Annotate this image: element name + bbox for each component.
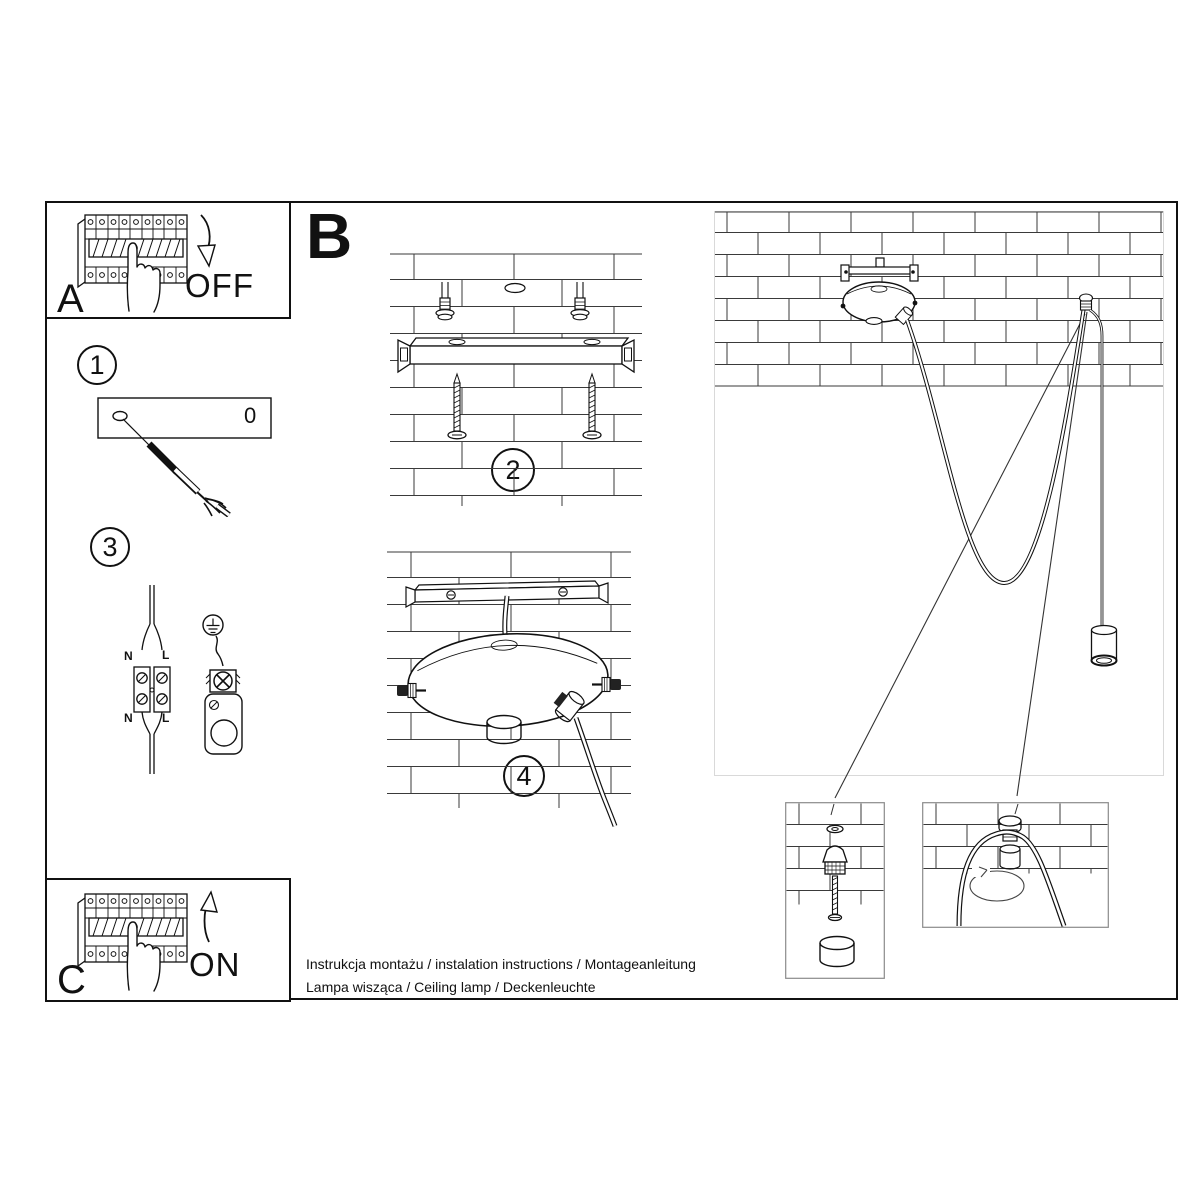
wire-label-l-top: L: [162, 648, 170, 662]
curved-arrow-up-icon: [201, 892, 217, 942]
ground-wire: [216, 636, 223, 666]
step4-canopy-illustration: [385, 550, 633, 830]
washer: [827, 825, 843, 832]
step-1-badge: 1: [77, 345, 117, 385]
wire-label-n-bottom: N: [124, 711, 133, 725]
panel-a-label: A: [57, 277, 84, 321]
power-off-label: OFF: [185, 267, 254, 304]
step-3-badge: 3: [90, 527, 130, 567]
step1-plate-cable-illustration: [95, 392, 285, 517]
breaker-panel-illustration: [78, 894, 187, 991]
supply-cable: [142, 585, 162, 650]
panel-a-box: [45, 201, 291, 319]
wire-label-n-top: N: [124, 649, 133, 663]
step2-bracket-illustration: [388, 252, 644, 508]
lamp-holder-bracket: [205, 694, 242, 754]
brick-wall: [715, 212, 1163, 386]
wire-label-l-bottom: L: [162, 711, 170, 725]
lamp-socket: [1092, 626, 1117, 666]
power-on-label: ON: [189, 946, 241, 983]
ground-clamp: [206, 670, 240, 692]
plate-marking: 0: [244, 403, 257, 428]
panel-c-box: [45, 878, 291, 1002]
panel-c-label: C: [57, 958, 86, 1002]
main-installed-lamp-illustration: [713, 210, 1165, 802]
curved-arrow-down-icon: [198, 215, 215, 266]
lamp-cable: [142, 712, 162, 774]
hook-body: [823, 846, 847, 874]
breaker-panel-illustration: [78, 215, 187, 312]
terminal-block: [134, 667, 170, 712]
cable-hole: [505, 284, 525, 293]
footer-line-2: Lampa wisząca / Ceiling lamp / Deckenleuchte: [306, 979, 596, 995]
step3-wiring-illustration: [120, 582, 255, 782]
ceiling-hook: [1080, 294, 1093, 310]
ground-symbol-icon: [203, 615, 223, 635]
section-b-label: B: [306, 200, 353, 272]
step6-cable-on-hook-illustration: [922, 802, 1109, 928]
step5-hook-parts-illustration: [785, 802, 885, 979]
footer-line-1: Instrukcja montażu / instalation instructions / Montageanleitung: [306, 956, 696, 972]
